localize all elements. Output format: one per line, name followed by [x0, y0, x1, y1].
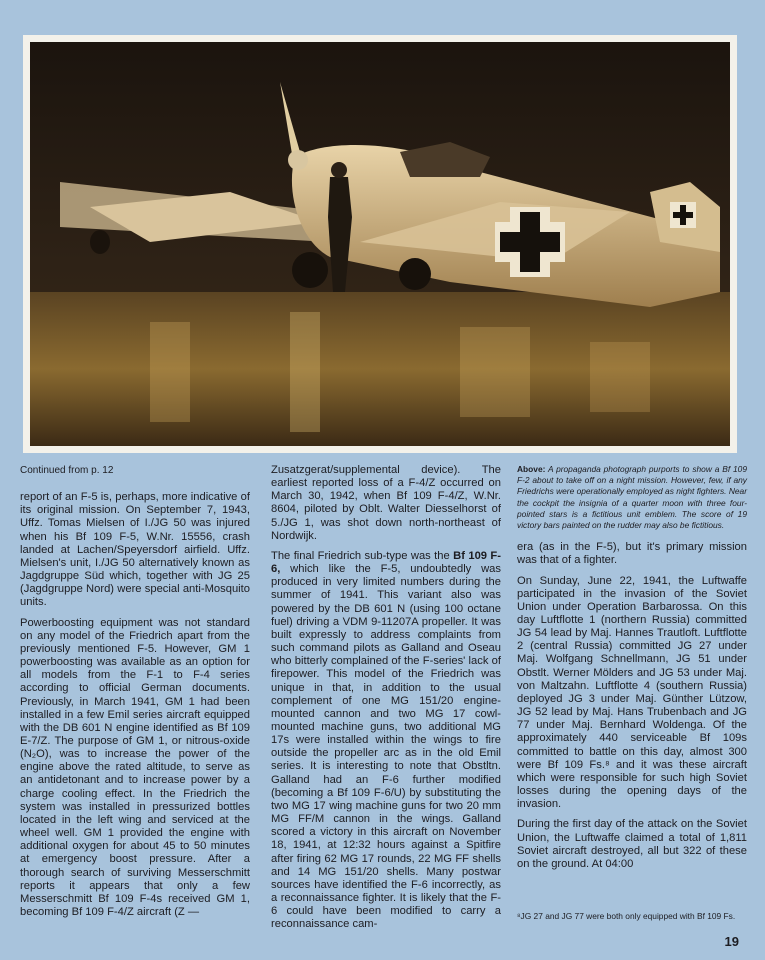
- paragraph: On Sunday, June 22, 1941, the Luftwaffe participated in the invasion of the Soviet Union under Operation Barbarossa. On this day Luftflotte 1 (northern Russia) committed JG 54 lead by Maj. Hannes Trautloft. Luftflotte 2 (central Russia) committed JG 27 under Maj. Wolfgang Schnellmann, JG 51 under Obstlt. Werner Mölders and JG 53 under Maj. von Maltzahn. Luftflotte 4 (southern Russia) deployed JG 3 under Maj. Günther Lützow, JG 52 lead by Maj. Hans Trubenbach and JG 77 under Maj. Bernhard Woldenga. Of the approximately 440 serviceable Bf 109s committed to battle on this day, almost 300 were Bf 109 Fs.⁸ and it was these aircraft which were responsible for such high Soviet losses during the opening days of the invasion.: [517, 574, 747, 811]
- paragraph: era (as in the F-5), but it's primary mission was that of a fighter.: [517, 541, 747, 567]
- text-column-2: [271, 464, 501, 938]
- paragraph: [271, 550, 501, 932]
- text-run: which like the F-5, undoubtedly was produced in very limited numbers during the summer of 1941. This variant also was powered by the DB 601 N (using 100 octane fuel) driving a VDM 9-11207A propeller. It was built expressly to address complaints from such command pilots as Galland and Oseau who bitterly complained of the F-series' lack of firepower. This model of the Friedrich was unique in that, in addition to the usual complement of one MG 151/20 engine-mounted cannon and two MG 17 cowl-mounted machine guns, two additional MG 17s were installed within the wings to fire outside the propeller arc as in the old Emil series. It is interesting to note that Obstltn. Galland had an F-6 further modified (becoming a Bf 109 F-6/U) by substituting the two MG 17 wing machine guns for two 20 mm MG FF/M cannon in the wings. Galland scored a victory in this aircraft on November 18, 1941, at 12:32 hours against a Spitfire after firing 62 MG 17 rounds, 22 MG FF shells and 14 MG 151/20 shells. Many postwar sources have identified the F-6 incorrectly, as a reconnaissance fighter. It is likely that the F-6 could have been modified to carry a reconnaissance cam-: [271, 563, 501, 931]
- caption-text: A propaganda photograph purports to show a Bf 109 F-2 about to take off on a night mission. However, few, if any Friedrichs were operationally employed as night fighters. Near the cockpit the insignia of a quarter moon with three four-pointed stars is a fictitious unit emblem. The score of 19 victory bars painted on the rudder may also be fictitious.: [517, 464, 747, 531]
- text-column-3: [517, 464, 747, 878]
- paragraph: Powerboosting equipment was not standard on any model of the Friedrich apart from the previously mentioned F-5. However, GM 1 powerboosting was available as an option for all models from the F-1 to F-4 series according to official German documents. Previously, in March 1941, GM 1 had been installed in a few Emil series aircraft equipped with the DB 601 N engine identified as Bf 109 E-7/Z. The purpose of GM 1, or nitrous-oxide (N₂O), was to increase the power of the engine above the rated altitude, to serve as an antidetonant and to increase power by a charge cooling effect. In the Friedrich the system was installed in pressurized bottles located in the left wing and serviced at the wheel well. GM 1 provided the engine with additional oxygen for about 45 to 50 minutes at emergency boost pressure. After a thorough search of surviving Messerschmitt reports it appears that only a few Messerschmitt Bf 109 F-4s received GM 1, becoming Bf 109 F-4/Z aircraft (Z —: [20, 616, 250, 918]
- paragraph: report of an F-5 is, perhaps, more indicative of its original mission. On September 7, 1943, Uffz. Tomas Mielsen of I./JG 50 was injured when his Bf 109 F-5, W.Nr. 15556, crash landed at Lachen/Speyersdorf airfield. Uffz. Mielsen's unit, I./JG 50 alternatively known as Jagdgruppe Süd which, together with JG 25 (Jagdgruppe Nord) were special anti-Mosquito units.: [20, 491, 250, 609]
- footnote: ⁸JG 27 and JG 77 were both only equipped with Bf 109 Fs.: [517, 911, 736, 921]
- night-aircraft-photo-icon: [30, 42, 730, 446]
- paragraph: During the first day of the attack on the Soviet Union, the Luftwaffe claimed a total of 1,811 Soviet aircraft destroyed, all but 322 of these on the ground. At 04:00: [517, 818, 747, 870]
- paragraph: Zusatzgerat/supplemental device). The earliest reported loss of a F-4/Z occurred on March 30, 1942, when Bf 109 F-4/Z, W.Nr. 8604, piloted by Oblt. Walter Diesselhorst of 5./JG 1, was shot down north-northeast of Nordwijk.: [271, 464, 501, 542]
- photo-frame: [23, 35, 737, 453]
- continued-note: Continued from p. 12: [20, 465, 114, 476]
- caption-label: Above:: [517, 464, 546, 474]
- page-number: 19: [724, 934, 739, 949]
- photo-caption: [517, 464, 747, 531]
- text-column-1: [20, 464, 250, 926]
- text-run: The final Friedrich sub-type was the: [271, 549, 454, 562]
- subtype-heading: Bf 109 F-6,: [271, 549, 501, 576]
